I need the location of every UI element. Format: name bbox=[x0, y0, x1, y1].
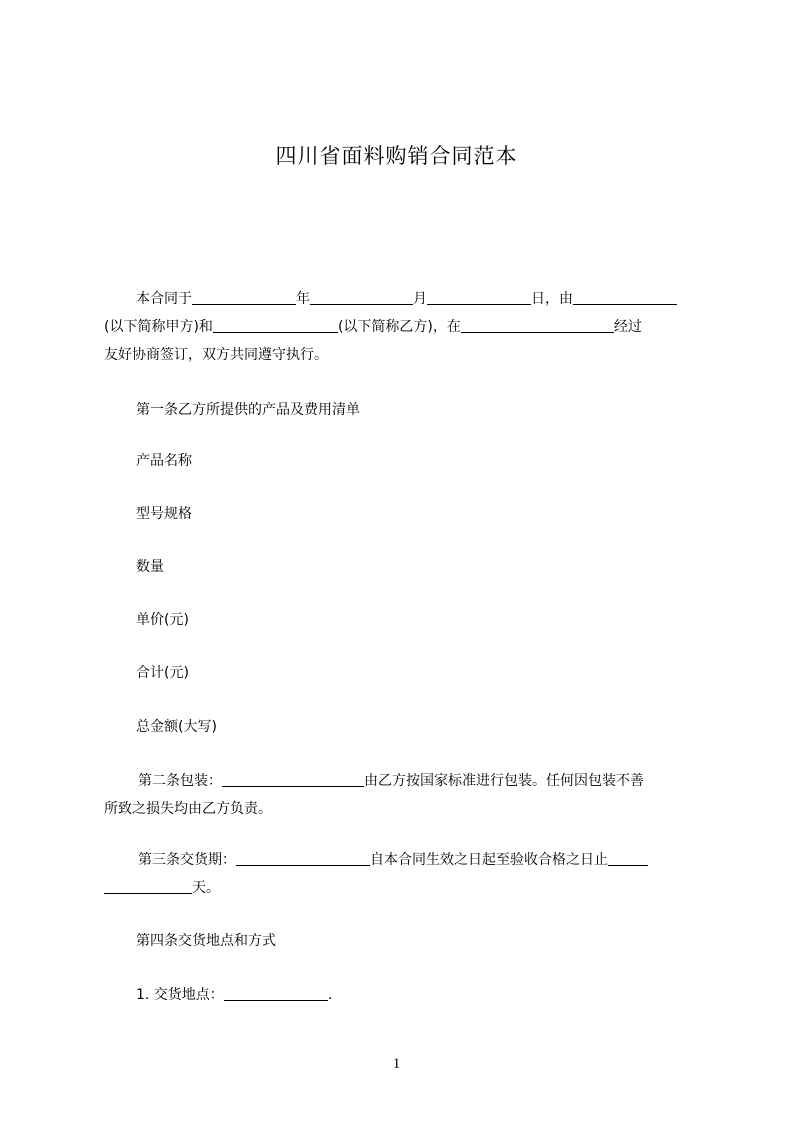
blank-party-b bbox=[213, 316, 338, 333]
field-unit-price: 单价(元) bbox=[136, 612, 189, 628]
intro-text-day: 日，由 bbox=[531, 291, 573, 307]
article-3-days: 天。 bbox=[192, 880, 220, 896]
blank-days-2 bbox=[104, 877, 192, 894]
blank-location bbox=[461, 316, 614, 333]
intro-text-month: 月 bbox=[413, 291, 427, 307]
article-2-line-1 bbox=[104, 767, 700, 795]
intro-text-year: 年 bbox=[296, 291, 310, 307]
intro-line-3: 友好协商签订，双方共同遵守执行。 bbox=[104, 347, 328, 363]
article-3-line-1 bbox=[104, 846, 700, 874]
intro-text-party-a: (以下简称甲方)和 bbox=[104, 319, 213, 335]
intro-line-2 bbox=[104, 313, 700, 341]
blank-party-a-start bbox=[573, 288, 677, 305]
field-quantity: 数量 bbox=[136, 559, 164, 575]
article-1-heading: 第一条乙方所提供的产品及费用清单 bbox=[136, 402, 360, 418]
field-model: 型号规格 bbox=[136, 506, 192, 522]
article-4-heading: 第四条交货地点和方式 bbox=[136, 933, 276, 949]
blank-year bbox=[310, 288, 413, 305]
intro-line-1 bbox=[104, 285, 700, 313]
item-1-end: . bbox=[327, 987, 333, 1003]
field-product-name: 产品名称 bbox=[136, 453, 192, 469]
intro-text-1: 本合同于 bbox=[136, 291, 192, 307]
article-3-paragraph bbox=[104, 846, 700, 902]
blank-packaging bbox=[222, 770, 364, 787]
article-3-line-2 bbox=[104, 874, 700, 902]
item-delivery-location bbox=[104, 981, 700, 1009]
document-title: 四川省面料购销合同范本 bbox=[275, 144, 518, 168]
page-number: 1 bbox=[392, 1056, 401, 1072]
intro-text-party-b: (以下简称乙方)，在 bbox=[337, 319, 461, 335]
field-subtotal: 合计(元) bbox=[136, 665, 189, 681]
intro-text-after: 经过 bbox=[613, 319, 642, 335]
article-3-heading: 第三条交货期： bbox=[138, 852, 236, 868]
article-3-text: 自本合同生效之日起至验收合格之日止 bbox=[370, 852, 608, 868]
blank-delivery-period bbox=[236, 849, 370, 866]
blank-month bbox=[427, 288, 531, 305]
blank-date-start bbox=[192, 288, 296, 305]
article-2-text: 由乙方按国家标准进行包装。任何因包装不善 bbox=[364, 773, 644, 789]
field-total-amount: 总金额(大写) bbox=[136, 719, 217, 735]
article-2-heading: 第二条包装： bbox=[138, 773, 222, 789]
item-1-label: 1. 交货地点： bbox=[136, 987, 224, 1003]
blank-days-1 bbox=[608, 849, 648, 866]
blank-delivery-location bbox=[224, 984, 328, 1001]
article-2-line-2: 所致之损失均由乙方负责。 bbox=[104, 801, 272, 817]
article-2-paragraph bbox=[104, 767, 700, 823]
intro-paragraph bbox=[104, 285, 700, 369]
